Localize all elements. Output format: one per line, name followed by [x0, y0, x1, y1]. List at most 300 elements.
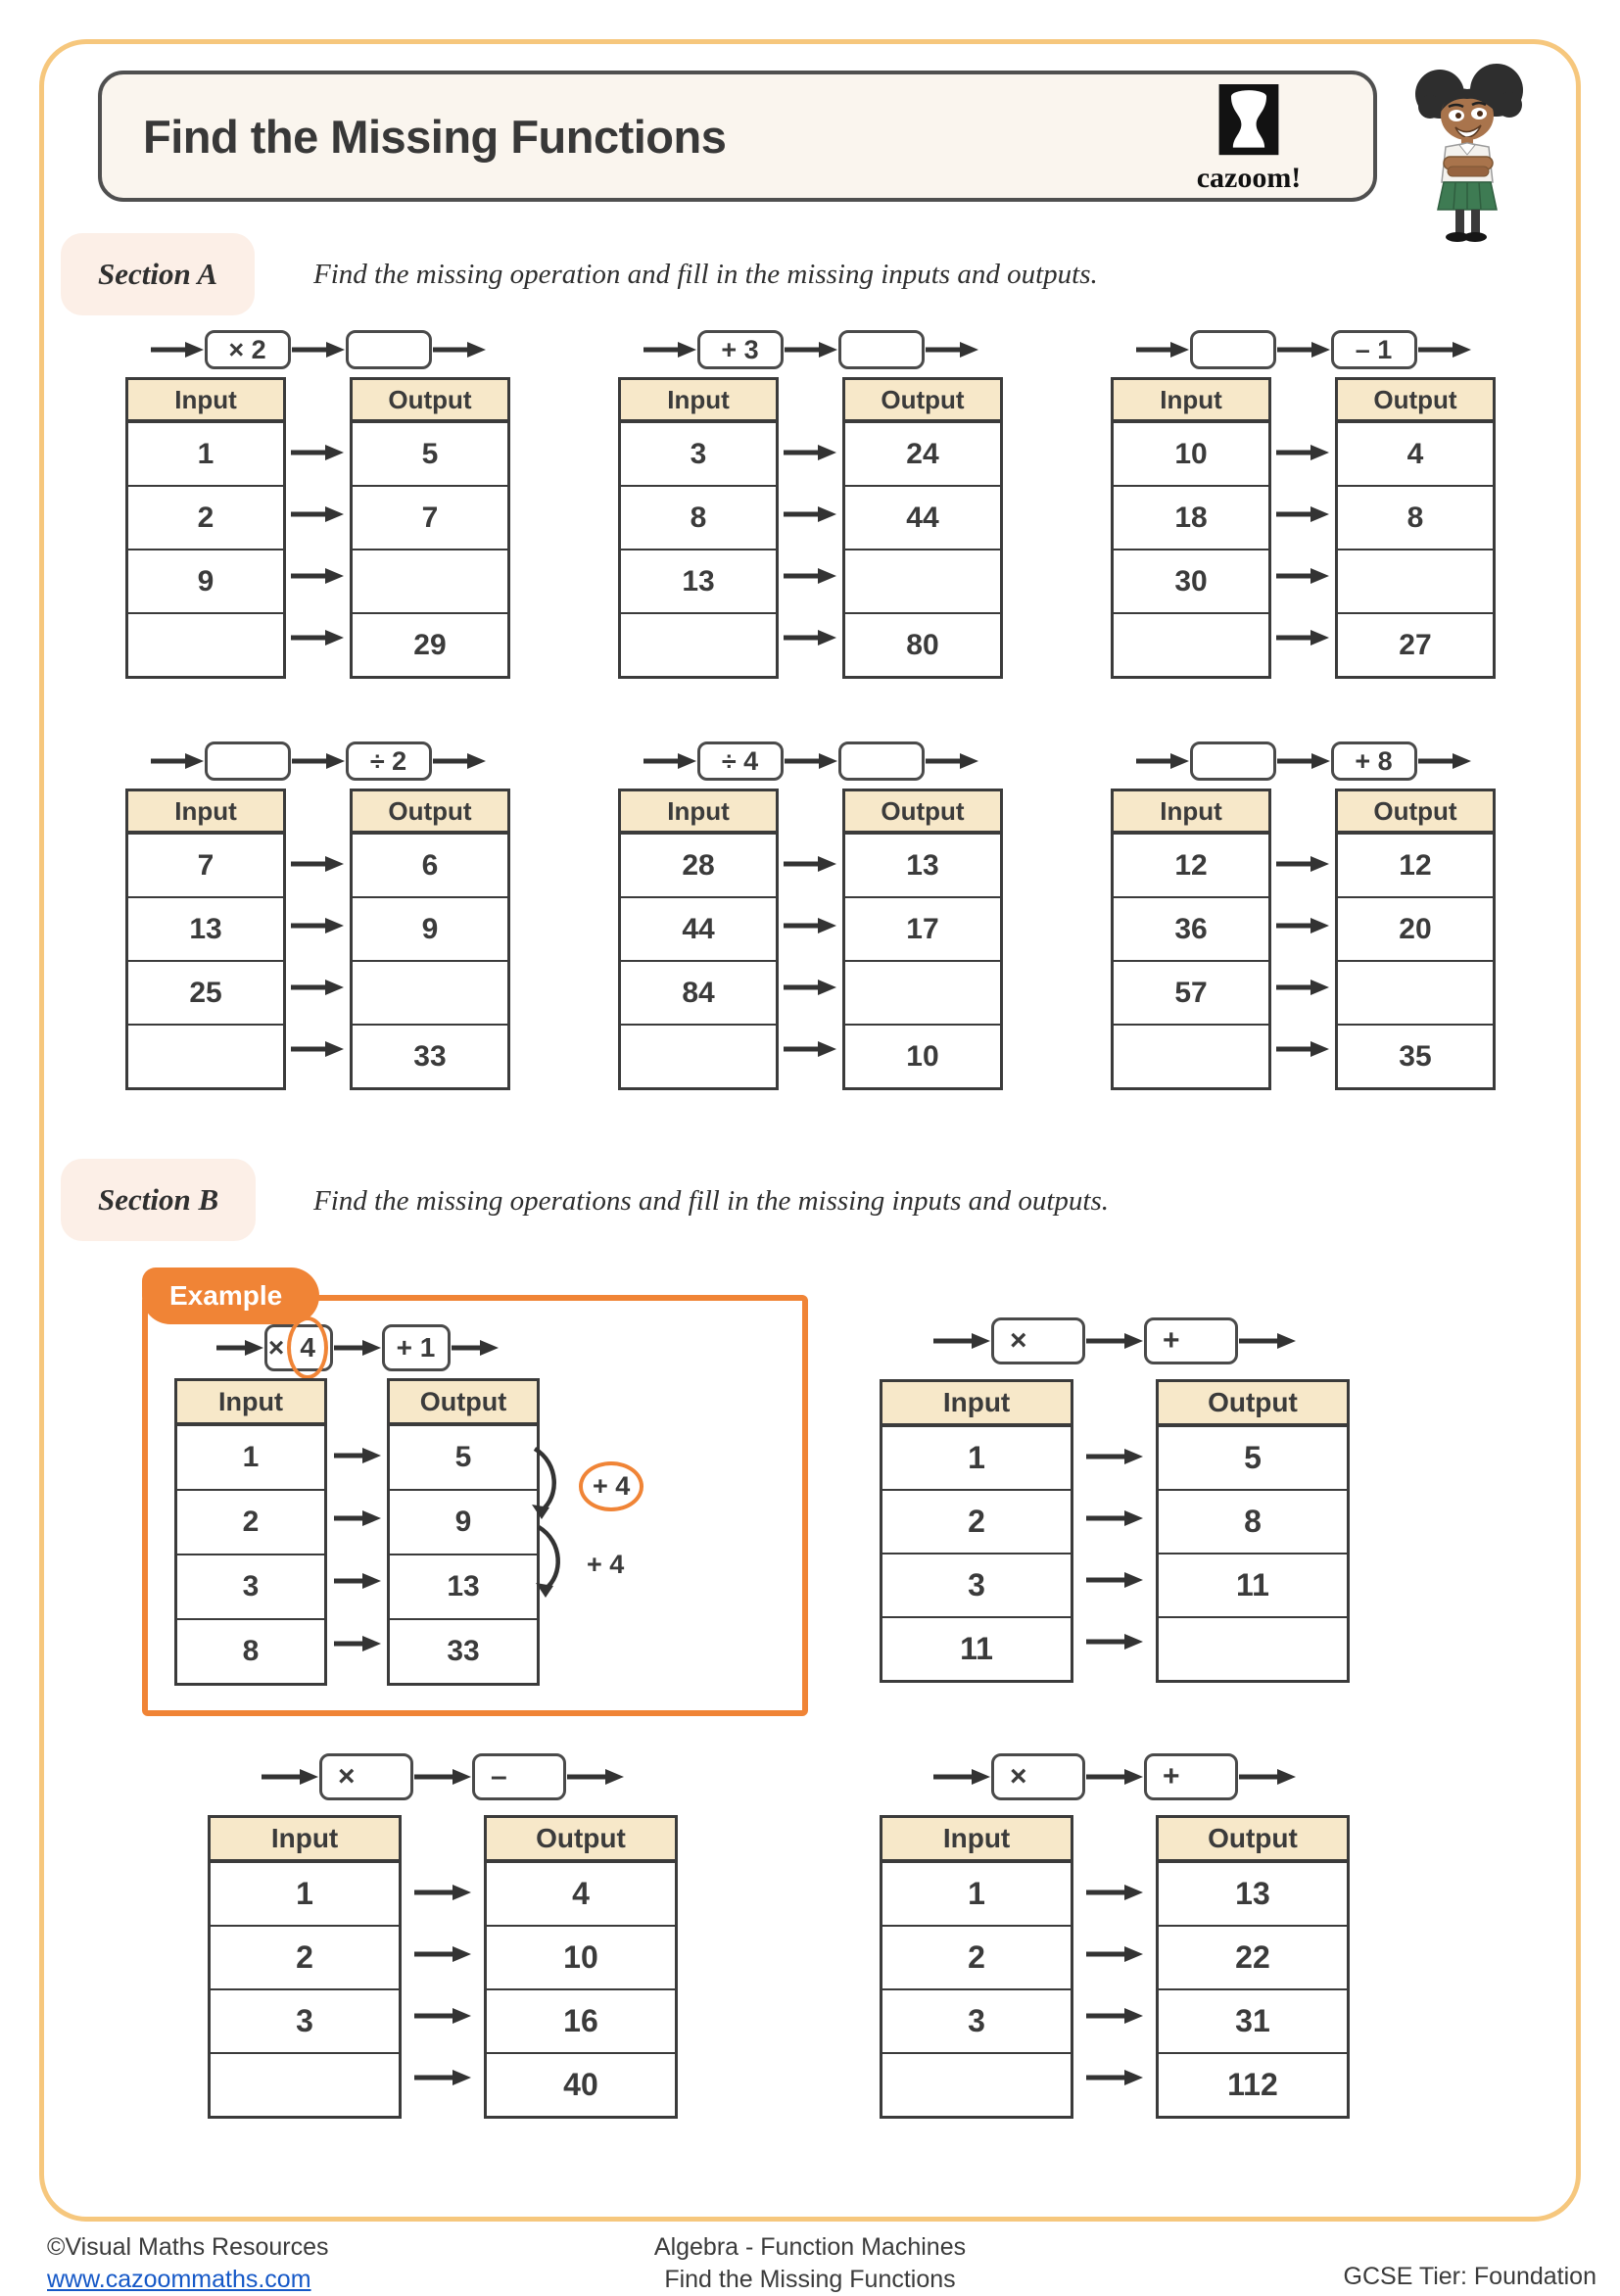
- flow-arrow-icon: [643, 751, 697, 771]
- row-arrows: [779, 377, 842, 679]
- output-cell: 10: [845, 1024, 1000, 1087]
- output-cell: 112: [1159, 2052, 1347, 2116]
- operation-box: ÷ 4: [697, 741, 784, 781]
- row-arrow: [1085, 2046, 1144, 2108]
- output-cell-blank[interactable]: [353, 960, 507, 1024]
- input-header: Input: [621, 380, 776, 421]
- output-cell: 27: [1338, 612, 1493, 676]
- operation-box: × 4: [264, 1324, 333, 1371]
- flow-arrow-icon: [566, 1767, 625, 1787]
- machine-operation-row: [1111, 330, 1496, 369]
- row-arrow: [290, 545, 345, 606]
- flow-arrow-icon: [1275, 566, 1330, 586]
- output-table: [350, 377, 510, 679]
- input-header: Input: [128, 380, 283, 421]
- operation-box-blank[interactable]: [838, 741, 925, 781]
- row-arrows: [1073, 1815, 1156, 2119]
- input-cell: 1: [882, 1861, 1071, 1925]
- row-arrows: [327, 1378, 387, 1686]
- input-cell: 7: [128, 833, 283, 896]
- footer-center: [320, 2231, 1300, 2296]
- input-table: [125, 789, 286, 1090]
- output-cell: 20: [1338, 896, 1493, 960]
- operation-box-blank[interactable]: [838, 330, 925, 369]
- row-arrow: [290, 833, 345, 894]
- output-header: Output: [1159, 1382, 1347, 1425]
- output-cell: 12: [1338, 833, 1493, 896]
- row-arrow: [290, 894, 345, 956]
- row-arrow: [333, 1612, 382, 1675]
- flow-arrow-icon: [1417, 340, 1472, 359]
- output-cell: 24: [845, 421, 1000, 485]
- input-table: [1111, 789, 1271, 1090]
- input-cell: 11: [882, 1616, 1071, 1680]
- machine-operation-row: [174, 1324, 540, 1371]
- row-arrow: [413, 1861, 472, 1923]
- output-table: [842, 377, 1003, 679]
- machine-tables: [1111, 377, 1496, 679]
- input-table: [208, 1815, 402, 2119]
- output-header: Output: [1338, 791, 1493, 833]
- input-cell: 3: [177, 1554, 324, 1618]
- flow-arrow-icon: [1085, 2006, 1144, 2026]
- flow-arrow-icon: [333, 1634, 382, 1653]
- title-box: [98, 71, 1377, 202]
- flow-arrow-icon: [150, 340, 205, 359]
- function-machine-a2: [618, 330, 1003, 679]
- output-cell: 16: [487, 1988, 675, 2052]
- flow-arrow-icon: [291, 751, 346, 771]
- machine-operation-row: [125, 741, 510, 781]
- row-arrow: [290, 483, 345, 545]
- input-header: Input: [882, 1818, 1071, 1861]
- operation-box-partial-blank[interactable]: +: [1144, 1753, 1238, 1800]
- input-table: [880, 1379, 1073, 1683]
- input-table: [618, 377, 779, 679]
- input-header: Input: [1114, 791, 1268, 833]
- input-cell: 2: [882, 1925, 1071, 1988]
- output-cell-blank[interactable]: [1159, 1616, 1347, 1680]
- machine-operation-row: [880, 1317, 1350, 1364]
- machine-operation-row: [880, 1753, 1350, 1800]
- flow-arrow-icon: [1275, 628, 1330, 647]
- input-header: Input: [128, 791, 283, 833]
- section-a-label: Section A: [61, 233, 255, 315]
- output-cell: 4: [487, 1861, 675, 1925]
- output-cell: 22: [1159, 1925, 1347, 1988]
- row-arrow: [783, 1018, 837, 1079]
- output-header: Output: [845, 380, 1000, 421]
- row-arrow: [1275, 483, 1330, 545]
- input-cell-blank[interactable]: [128, 1024, 283, 1087]
- input-cell-blank[interactable]: [1114, 612, 1268, 676]
- row-arrow: [290, 421, 345, 483]
- flow-arrow-icon: [1275, 854, 1330, 874]
- operation-box-partial-blank[interactable]: ×: [319, 1753, 413, 1800]
- output-cell: 8: [1338, 485, 1493, 549]
- input-table: [618, 789, 779, 1090]
- output-table: [484, 1815, 678, 2119]
- row-arrow: [1085, 1549, 1144, 1610]
- input-cell: 12: [1114, 833, 1268, 896]
- flow-arrow-icon: [333, 1571, 382, 1591]
- row-arrow: [783, 483, 837, 545]
- row-arrow: [1085, 1425, 1144, 1487]
- output-cell-blank[interactable]: [1338, 549, 1493, 612]
- input-cell: 8: [621, 485, 776, 549]
- output-header: Output: [845, 791, 1000, 833]
- machine-tables: [208, 1815, 678, 2119]
- section-a-instruction: Find the missing operation and fill in the missing inputs and outputs.: [313, 259, 1098, 290]
- row-arrow: [290, 1018, 345, 1079]
- flow-arrow-icon: [413, 2006, 472, 2026]
- row-arrow: [1085, 1861, 1144, 1923]
- row-arrow: [783, 606, 837, 668]
- flow-arrow-icon: [784, 340, 838, 359]
- operation-box: + 8: [1331, 741, 1417, 781]
- row-arrow: [783, 956, 837, 1018]
- output-cell: 11: [1159, 1553, 1347, 1616]
- flow-arrow-icon: [783, 978, 837, 997]
- output-cell-blank[interactable]: [1338, 960, 1493, 1024]
- flow-arrow-icon: [1275, 443, 1330, 462]
- machine-tables: [1111, 789, 1496, 1090]
- output-header: Output: [1338, 380, 1493, 421]
- input-cell: 2: [882, 1489, 1071, 1553]
- row-arrows: [779, 789, 842, 1090]
- flow-arrow-icon: [1085, 1883, 1144, 1902]
- difference-label-circled: + 4: [579, 1461, 643, 1511]
- input-cell: 1: [177, 1424, 324, 1489]
- output-cell-blank[interactable]: [845, 960, 1000, 1024]
- flow-arrow-icon: [261, 1767, 319, 1787]
- flow-arrow-icon: [413, 1944, 472, 1964]
- input-cell: 1: [882, 1425, 1071, 1489]
- example-tab: Example: [142, 1268, 319, 1324]
- function-machine-a4: [125, 741, 510, 1090]
- output-table: [387, 1378, 540, 1686]
- flow-arrow-icon: [1275, 916, 1330, 935]
- row-arrow: [1275, 421, 1330, 483]
- input-cell: 84: [621, 960, 776, 1024]
- input-table: [880, 1815, 1073, 2119]
- row-arrows: [402, 1815, 484, 2119]
- operation-box-partial-blank[interactable]: ×: [991, 1753, 1085, 1800]
- input-cell: 10: [1114, 421, 1268, 485]
- footer-worksheet-name: Find the Missing Functions: [664, 2266, 956, 2293]
- footer-topic: Algebra - Function Machines: [653, 2233, 967, 2261]
- operation-box: – 1: [1331, 330, 1417, 369]
- flow-arrow-icon: [290, 978, 345, 997]
- operation-box-partial-blank[interactable]: +: [1144, 1317, 1238, 1364]
- input-cell-blank[interactable]: [621, 1024, 776, 1087]
- operation-box: + 1: [382, 1324, 451, 1371]
- row-arrow: [1275, 1018, 1330, 1079]
- operation-box-blank[interactable]: [1190, 741, 1276, 781]
- flow-arrow-icon: [783, 566, 837, 586]
- flow-arrow-icon: [925, 340, 979, 359]
- row-arrow: [1275, 956, 1330, 1018]
- machine-tables: [880, 1379, 1350, 1683]
- flow-arrow-icon: [1275, 978, 1330, 997]
- input-cell: 2: [128, 485, 283, 549]
- section-b-label: Section B: [61, 1159, 256, 1241]
- website-link[interactable]: www.cazoommaths.com: [47, 2266, 311, 2293]
- function-machine-a3: [1111, 330, 1496, 679]
- row-arrows: [1271, 789, 1335, 1090]
- input-header: Input: [1114, 380, 1268, 421]
- row-arrows: [1073, 1379, 1156, 1683]
- output-header: Output: [353, 791, 507, 833]
- row-arrow: [1085, 1487, 1144, 1549]
- curved-arrow-icon: [534, 1524, 567, 1599]
- flow-arrow-icon: [215, 1338, 264, 1358]
- flow-arrow-icon: [432, 340, 487, 359]
- output-header: Output: [353, 380, 507, 421]
- flow-arrow-icon: [783, 628, 837, 647]
- output-header: Output: [487, 1818, 675, 1861]
- input-cell-blank[interactable]: [211, 2052, 399, 2116]
- function-machine-a5: [618, 741, 1003, 1090]
- input-cell: 1: [211, 1861, 399, 1925]
- output-table: [842, 789, 1003, 1090]
- flow-arrow-icon: [784, 751, 838, 771]
- flow-arrow-icon: [290, 854, 345, 874]
- output-cell: 4: [1338, 421, 1493, 485]
- flow-arrow-icon: [413, 1883, 472, 1902]
- flow-arrow-icon: [925, 751, 979, 771]
- output-cell: 13: [1159, 1861, 1347, 1925]
- input-header: Input: [177, 1381, 324, 1424]
- output-cell: 17: [845, 896, 1000, 960]
- output-table: [350, 789, 510, 1090]
- flow-arrow-icon: [1085, 1767, 1144, 1787]
- machine-tables: [125, 377, 510, 679]
- output-cell: 13: [390, 1554, 537, 1618]
- flow-arrow-icon: [783, 854, 837, 874]
- input-cell: 13: [621, 549, 776, 612]
- output-cell: 5: [1159, 1425, 1347, 1489]
- output-cell: 31: [1159, 1988, 1347, 2052]
- output-header: Output: [1159, 1818, 1347, 1861]
- flow-arrow-icon: [290, 1039, 345, 1059]
- machine-operation-row: [208, 1753, 678, 1800]
- output-cell: 7: [353, 485, 507, 549]
- flow-arrow-icon: [290, 628, 345, 647]
- input-cell: 3: [882, 1553, 1071, 1616]
- row-arrow: [413, 1985, 472, 2046]
- output-cell-blank[interactable]: [353, 549, 507, 612]
- input-cell: 1: [128, 421, 283, 485]
- page-title: Find the Missing Functions: [143, 110, 727, 163]
- machine-tables: [618, 377, 1003, 679]
- input-cell: 18: [1114, 485, 1268, 549]
- input-cell: 3: [211, 1988, 399, 2052]
- function-machine-b3: [880, 1753, 1350, 2119]
- input-cell: 30: [1114, 549, 1268, 612]
- curved-arrow-icon: [530, 1446, 563, 1520]
- flow-arrow-icon: [783, 916, 837, 935]
- input-cell: 28: [621, 833, 776, 896]
- row-arrow: [333, 1550, 382, 1612]
- flow-arrow-icon: [290, 916, 345, 935]
- flow-arrow-icon: [1275, 504, 1330, 524]
- row-arrows: [1271, 377, 1335, 679]
- function-machine-a6: [1111, 741, 1496, 1090]
- output-table: [1156, 1815, 1350, 2119]
- row-arrow: [1275, 833, 1330, 894]
- output-cell: 44: [845, 485, 1000, 549]
- flow-arrow-icon: [1417, 751, 1472, 771]
- input-cell-blank[interactable]: [1114, 1024, 1268, 1087]
- flow-arrow-icon: [451, 1338, 500, 1358]
- output-cell: 9: [353, 896, 507, 960]
- output-cell: 9: [390, 1489, 537, 1554]
- output-cell: 10: [487, 1925, 675, 1988]
- operation-box-partial-blank[interactable]: ×: [991, 1317, 1085, 1364]
- machine-operation-row: [618, 741, 1003, 781]
- row-arrow: [290, 606, 345, 668]
- cazoom-drum-icon: [1218, 84, 1279, 159]
- input-cell-blank[interactable]: [128, 612, 283, 676]
- section-b-instruction: Find the missing operations and fill in the missing inputs and outputs.: [313, 1185, 1110, 1217]
- brand-wordmark: cazoom!: [1196, 162, 1302, 194]
- input-header: Input: [882, 1382, 1071, 1425]
- machine-tables: [880, 1815, 1350, 2119]
- flow-arrow-icon: [1135, 751, 1190, 771]
- input-cell: 2: [211, 1925, 399, 1988]
- output-cell: 13: [845, 833, 1000, 896]
- flow-arrow-icon: [1135, 340, 1190, 359]
- footer-left: [47, 2231, 329, 2296]
- output-table: [1335, 377, 1496, 679]
- row-arrow: [783, 833, 837, 894]
- input-cell: 25: [128, 960, 283, 1024]
- operation-box-blank[interactable]: [346, 330, 432, 369]
- input-cell-blank[interactable]: [882, 2052, 1071, 2116]
- input-cell: 3: [621, 421, 776, 485]
- brand-logo: [1175, 84, 1322, 195]
- flow-arrow-icon: [1085, 1570, 1144, 1590]
- operation-box-blank[interactable]: [205, 741, 291, 781]
- flow-arrow-icon: [783, 443, 837, 462]
- flow-arrow-icon: [290, 504, 345, 524]
- machine-operation-row: [618, 330, 1003, 369]
- row-arrow: [413, 1923, 472, 1985]
- machine-operation-row: [125, 330, 510, 369]
- row-arrow: [413, 2046, 472, 2108]
- row-arrows: [286, 377, 350, 679]
- flow-arrow-icon: [1238, 1331, 1297, 1351]
- row-arrow: [1085, 1610, 1144, 1672]
- output-table: [1335, 789, 1496, 1090]
- row-arrow: [783, 421, 837, 483]
- flow-arrow-icon: [432, 751, 487, 771]
- row-arrow: [333, 1487, 382, 1550]
- input-cell: 8: [177, 1618, 324, 1683]
- input-header: Input: [211, 1818, 399, 1861]
- output-cell: 5: [390, 1424, 537, 1489]
- flow-arrow-icon: [783, 504, 837, 524]
- machine-tables: [125, 789, 510, 1090]
- footer-tier: GCSE Tier: Foundation: [1343, 2263, 1596, 2290]
- function-machine-b2: [208, 1753, 678, 2119]
- output-cell-blank[interactable]: [845, 549, 1000, 612]
- flow-arrow-icon: [413, 2068, 472, 2087]
- row-arrow: [1275, 894, 1330, 956]
- flow-arrow-icon: [1238, 1767, 1297, 1787]
- input-header: Input: [621, 791, 776, 833]
- row-arrows: [286, 789, 350, 1090]
- flow-arrow-icon: [643, 340, 697, 359]
- operation-box: + 3: [697, 330, 784, 369]
- flow-arrow-icon: [932, 1331, 991, 1351]
- input-cell: 9: [128, 549, 283, 612]
- output-cell: 33: [390, 1618, 537, 1683]
- footer-credit: ©Visual Maths Resources: [47, 2233, 329, 2261]
- row-arrow: [290, 956, 345, 1018]
- operation-box-partial-blank[interactable]: –: [472, 1753, 566, 1800]
- output-cell: 80: [845, 612, 1000, 676]
- flow-arrow-icon: [1085, 1632, 1144, 1651]
- machine-tables: [618, 789, 1003, 1090]
- machine-tables: [174, 1378, 540, 1686]
- flow-arrow-icon: [413, 1767, 472, 1787]
- flow-arrow-icon: [783, 1039, 837, 1059]
- input-table: [174, 1378, 327, 1686]
- flow-arrow-icon: [1085, 1331, 1144, 1351]
- operation-box: ÷ 2: [346, 741, 432, 781]
- example-box: [142, 1280, 808, 1716]
- flow-arrow-icon: [290, 566, 345, 586]
- flow-arrow-icon: [1085, 1447, 1144, 1466]
- operation-box-blank[interactable]: [1190, 330, 1276, 369]
- operation-box: × 2: [205, 330, 291, 369]
- flow-arrow-icon: [333, 1446, 382, 1465]
- input-table: [125, 377, 286, 679]
- row-arrow: [783, 545, 837, 606]
- machine-operation-row: [1111, 741, 1496, 781]
- flow-arrow-icon: [1275, 1039, 1330, 1059]
- mascot-girl-illustration: [1410, 61, 1533, 242]
- flow-arrow-icon: [333, 1338, 382, 1358]
- row-arrow: [1275, 606, 1330, 668]
- output-cell: 29: [353, 612, 507, 676]
- output-cell: 8: [1159, 1489, 1347, 1553]
- flow-arrow-icon: [1085, 1508, 1144, 1528]
- row-arrow: [1275, 545, 1330, 606]
- flow-arrow-icon: [1276, 340, 1331, 359]
- example-difference-annotations: [530, 1440, 677, 1616]
- output-table: [1156, 1379, 1350, 1683]
- flow-arrow-icon: [1085, 2068, 1144, 2087]
- input-cell: 36: [1114, 896, 1268, 960]
- example-function-machine: [174, 1324, 540, 1686]
- circled-value: 4: [287, 1316, 328, 1379]
- row-arrow: [783, 894, 837, 956]
- input-cell-blank[interactable]: [621, 612, 776, 676]
- function-machine-a1: [125, 330, 510, 679]
- output-cell: 33: [353, 1024, 507, 1087]
- flow-arrow-icon: [932, 1767, 991, 1787]
- output-header: Output: [390, 1381, 537, 1424]
- flow-arrow-icon: [150, 751, 205, 771]
- flow-arrow-icon: [333, 1508, 382, 1528]
- input-cell: 57: [1114, 960, 1268, 1024]
- flow-arrow-icon: [291, 340, 346, 359]
- input-cell: 44: [621, 896, 776, 960]
- input-table: [1111, 377, 1271, 679]
